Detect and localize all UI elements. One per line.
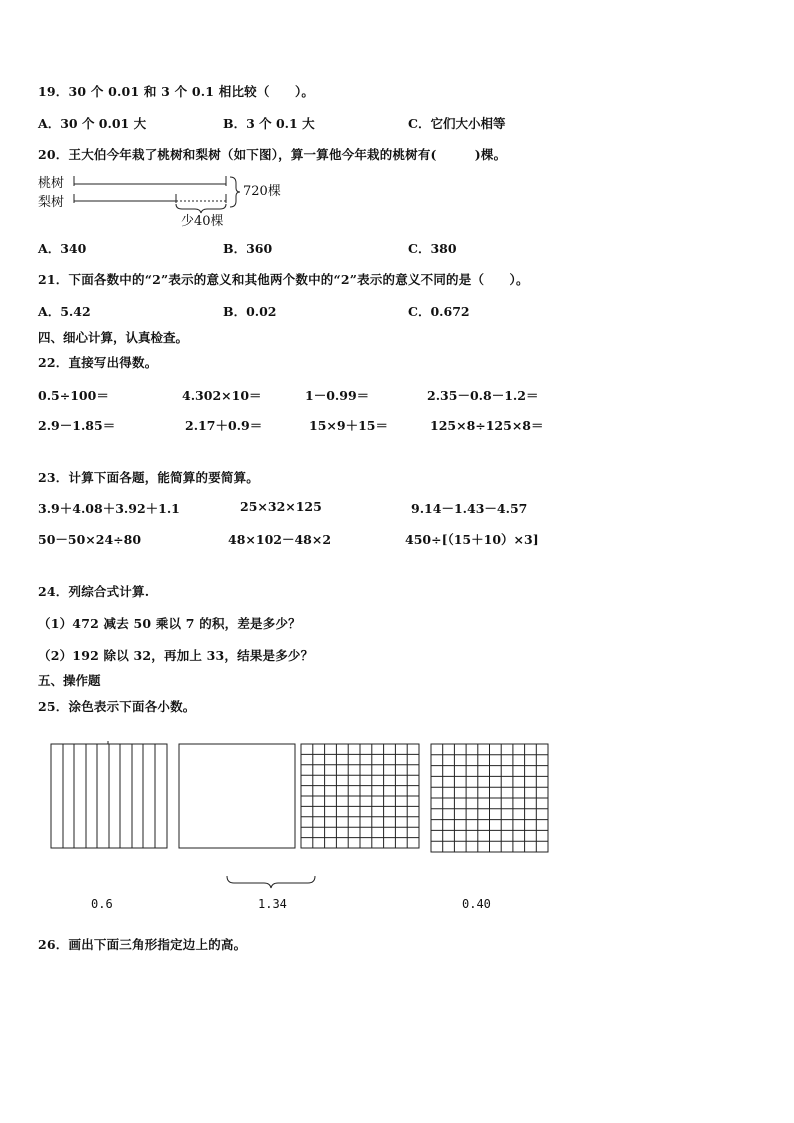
q20-stem: 20．王大伯今年栽了桃树和梨树（如下图），算一算他今年栽的桃树有( )棵。 xyxy=(38,147,507,162)
q22-item: 125×8÷125×8＝ xyxy=(430,418,544,433)
brace-mark xyxy=(227,876,315,888)
q23-item: 25×32×125 xyxy=(240,499,322,514)
q22-item: 15×9＋15＝ xyxy=(309,418,388,433)
q22-stem: 22．直接写出得数。 xyxy=(38,355,158,370)
q23-item: 50－50×24÷80 xyxy=(38,532,142,547)
q23-item: 3.9＋4.08＋3.92＋1.1 xyxy=(38,501,180,516)
q21-option-c: C．0.672 xyxy=(408,304,470,319)
line-diagram-label-peach: 桃树 xyxy=(38,176,65,191)
square-figure xyxy=(179,744,295,848)
q19-option-a: A．30 个 0.01 大 xyxy=(38,116,147,131)
section-heading-4: 四、细心计算，认真检查。 xyxy=(38,330,189,345)
q19-stem: 19．30 个 0.01 和 3 个 0.1 相比较（ ）。 xyxy=(38,84,315,99)
q20-option-b: B．360 xyxy=(223,241,273,256)
q22-item: 2.35－0.8－1.2＝ xyxy=(427,388,539,403)
line-diagram-total: 720棵 xyxy=(243,184,281,199)
q21-stem: 21．下面各数中的“2”表示的意义和其他两个数中的“2”表示的意义不同的是（ ）。 xyxy=(38,272,529,287)
q22-item: 1－0.99＝ xyxy=(305,388,370,403)
q22-item: 4.302×10＝ xyxy=(182,388,262,403)
strip-figure xyxy=(51,741,167,848)
grid-figure-a xyxy=(301,744,419,848)
q23-item: 450÷[（15＋10）×3] xyxy=(405,532,539,547)
q19-option-b: B．3 个 0.1 大 xyxy=(223,116,315,131)
line-diagram-label-pear: 梨树 xyxy=(38,195,65,210)
q25-label-2: 1.34 xyxy=(258,897,287,911)
q20-option-a: A．340 xyxy=(38,241,87,256)
q24-stem: 24．列综合式计算. xyxy=(38,584,150,599)
q25-label-1: 0.6 xyxy=(91,897,113,911)
q21-option-b: B．0.02 xyxy=(223,304,277,319)
q22-item: 2.9－1.85＝ xyxy=(38,418,116,433)
q23-stem: 23．计算下面各题，能简算的要简算。 xyxy=(38,470,259,485)
grid-figure-b xyxy=(431,744,548,852)
section-heading-5: 五、操作题 xyxy=(38,673,101,688)
q22-item: 2.17＋0.9＝ xyxy=(185,418,263,433)
q26-stem: 26．画出下面三角形指定边上的高。 xyxy=(38,937,247,952)
q23-item: 48×102－48×2 xyxy=(228,532,332,547)
q25-label-3: 0.40 xyxy=(462,897,491,911)
q20-option-c: C．380 xyxy=(408,241,457,256)
q19-option-c: C．它们大小相等 xyxy=(408,116,506,131)
q21-option-a: A．5.42 xyxy=(38,304,91,319)
line-diagram-less: 少40棵 xyxy=(181,214,224,229)
q24-item-1: （1）472 减去 50 乘以 7 的积，差是多少？ xyxy=(38,616,301,631)
q23-item: 9.14－1.43－4.57 xyxy=(411,501,528,516)
q25-stem: 25．涂色表示下面各小数。 xyxy=(38,699,196,714)
q22-item: 0.5÷100＝ xyxy=(38,388,109,403)
q24-item-2: （2）192 除以 32，再加上 33，结果是多少？ xyxy=(38,648,314,663)
